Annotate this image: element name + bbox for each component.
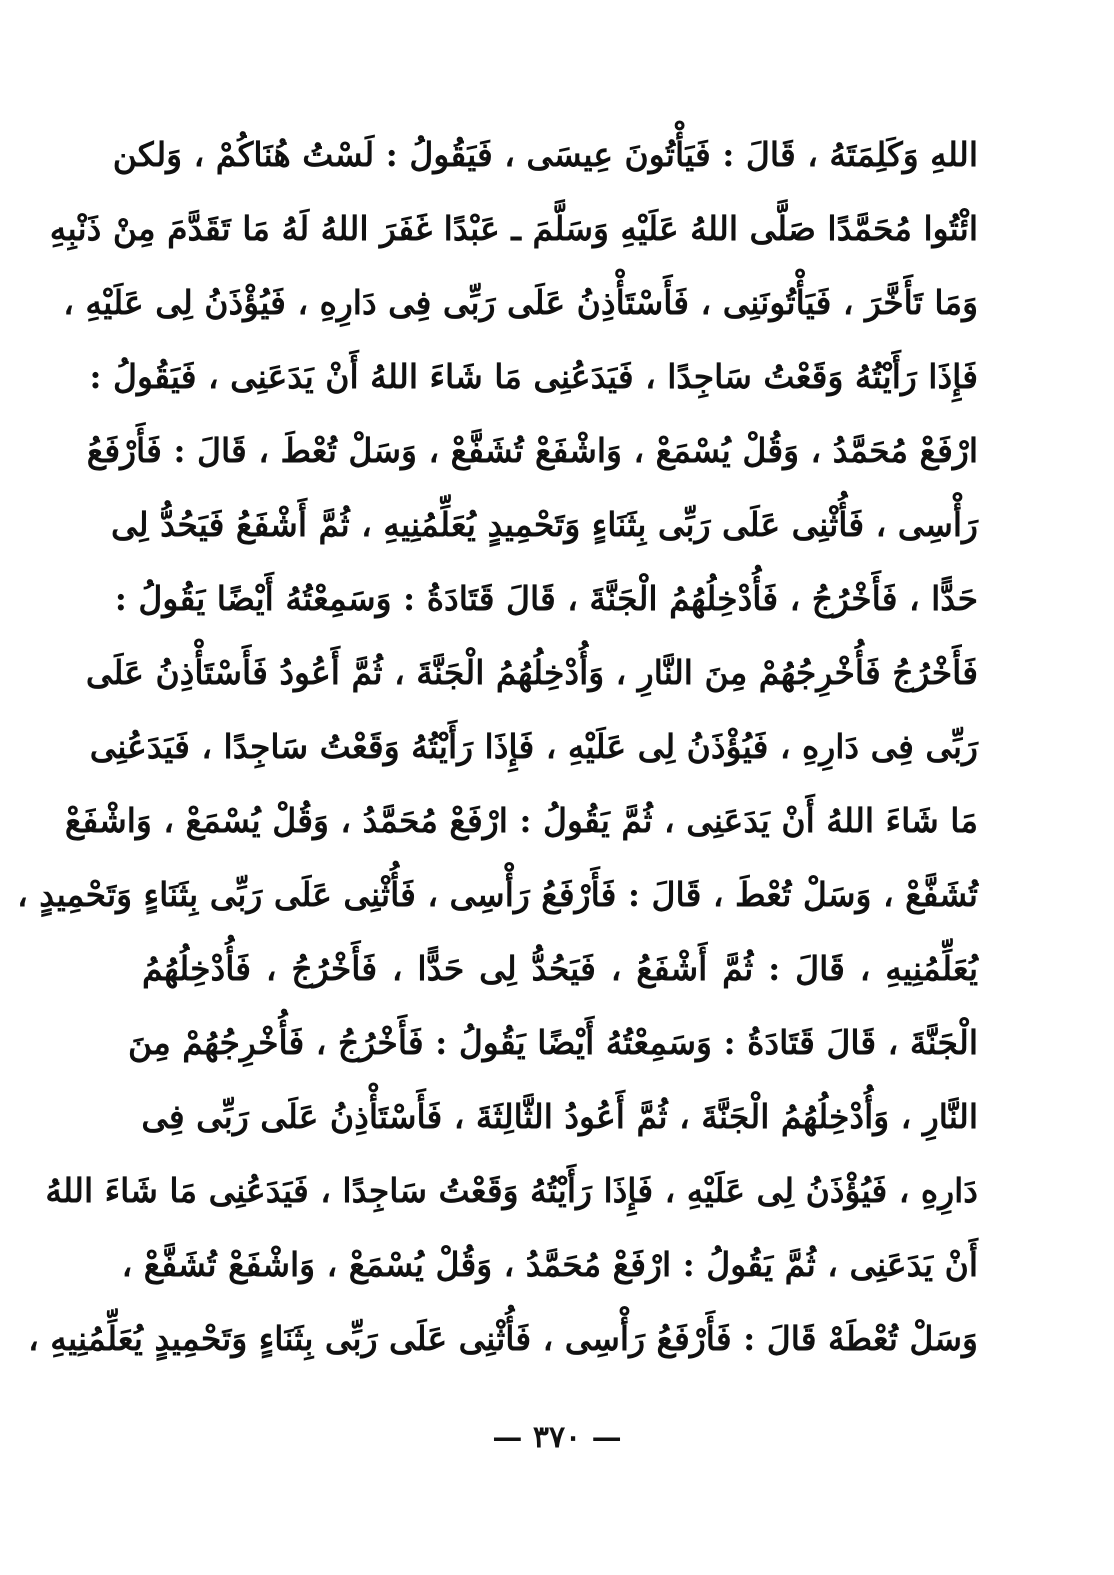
body-text [17, 118, 978, 1376]
text-line: مَا شَاءَ اللهُ أَنْ يَدَعَنِى ، ثُمَّ يَقُولُ : ارْفَعْ مُحَمَّدُ ، وَقُلْ يُسْمَعْ ، وَاشْفَعْ [64, 801, 978, 840]
text-line: أَنْ يَدَعَنِى ، ثُمَّ يَقُولُ : ارْفَعْ مُحَمَّدُ ، وَقُلْ يُسْمَعْ ، وَاشْفَعْ تُشَفَّعْ ، [121, 1245, 978, 1284]
text-line: ائْتُوا مُحَمَّدًا صَلَّى اللهُ عَلَيْهِ وَسَلَّمَ ـ عَبْدًا غَفَرَ اللهُ لَهُ مَا تَقَدَّمَ مِنْ ذَنْبِهِ [49, 209, 978, 248]
text-line: دَارِهِ ، فَيُؤْذَنُ لِى عَلَيْهِ ، فَإِذَا رَأَيْتُهُ وَقَعْتُ سَاجِدًا ، فَيَدَعُنِى مَا شَاءَ اللهُ [45, 1171, 978, 1210]
text-line: رَأْسِى ، فَأُثْنِى عَلَى رَبِّى بِثَنَاءٍ وَتَحْمِيدٍ يُعَلِّمُنِيهِ ، ثُمَّ أَشْفَعُ فَيَحُدُّ لِى [111, 505, 978, 544]
text-line: وَمَا تَأَخَّرَ ، فَيَأْتُونَنِى ، فَأَسْتَأْذِنُ عَلَى رَبِّى فِى دَارِهِ ، فَيُؤْذَنُ لِى عَلَيْهِ ، [63, 283, 978, 322]
page-number: — ٣٧٠ — [492, 1420, 622, 1455]
text-line: الْجَنَّةَ ، قَالَ قَتَادَةُ : وَسَمِعْتُهُ أَيْضًا يَقُولُ : فَأَخْرُجُ ، فَأُخْرِجُهُمْ مِنَ [128, 1023, 978, 1062]
text-line: حَدًّا ، فَأَخْرُجُ ، فَأُدْخِلُهُمُ الْجَنَّةَ ، قَالَ قَتَادَةُ : وَسَمِعْتُهُ أَيْضًا يَقُولُ : [114, 579, 978, 618]
text-line: يُعَلِّمُنِيهِ ، قَالَ : ثُمَّ أَشْفَعُ ، فَيَحُدُّ لِى حَدًّا ، فَأَخْرُجُ ، فَأُدْخِلُهُمُ [142, 949, 978, 988]
text-line: فَإِذَا رَأَيْتُهُ وَقَعْتُ سَاجِدًا ، فَيَدَعُنِى مَا شَاءَ اللهُ أَنْ يَدَعَنِى ، فَيَقُولُ : [89, 357, 978, 396]
text-line: رَبِّى فِى دَارِهِ ، فَيُؤْذَنُ لِى عَلَيْهِ ، فَإِذَا رَأَيْتُهُ وَقَعْتُ سَاجِدًا ، فَيَدَعُنِى [89, 727, 978, 766]
text-line: اللهِ وَكَلِمَتَهُ ، قَالَ : فَيَأْتُونَ عِيسَى ، فَيَقُولُ : لَسْتُ هُنَاكُمْ ، وَلكن [112, 135, 978, 174]
text-line: ارْفَعْ مُحَمَّدُ ، وَقُلْ يُسْمَعْ ، وَاشْفَعْ تُشَفَّعْ ، وَسَلْ تُعْطَ ، قَالَ : فَأَرْفَعُ [86, 431, 978, 470]
text-line: فَأَخْرُجُ فَأُخْرِجُهُمْ مِنَ النَّارِ ، وَأُدْخِلُهُمُ الْجَنَّةَ ، ثُمَّ أَعُودُ فَأَسْتَأْذِنُ عَلَى [85, 653, 978, 692]
text-line: النَّارِ ، وَأُدْخِلُهُمُ الْجَنَّةَ ، ثُمَّ أَعُودُ الثَّالِثَةَ ، فَأَسْتَأْذِنُ عَلَى رَبِّى فِى [141, 1097, 978, 1136]
text-line: تُشَفَّعْ ، وَسَلْ تُعْطَ ، قَالَ : فَأَرْفَعُ رَأْسِى ، فَأُثْنِى عَلَى رَبِّى بِثَنَاءٍ وَتَحْمِيدٍ ، [17, 875, 978, 914]
text-line: وَسَلْ تُعْطَهْ قَالَ : فَأَرْفَعُ رَأْسِى ، فَأُثْنِى عَلَى رَبِّى بِثَنَاءٍ وَتَحْمِيدٍ يُعَلِّمُنِيهِ ، [28, 1319, 978, 1358]
